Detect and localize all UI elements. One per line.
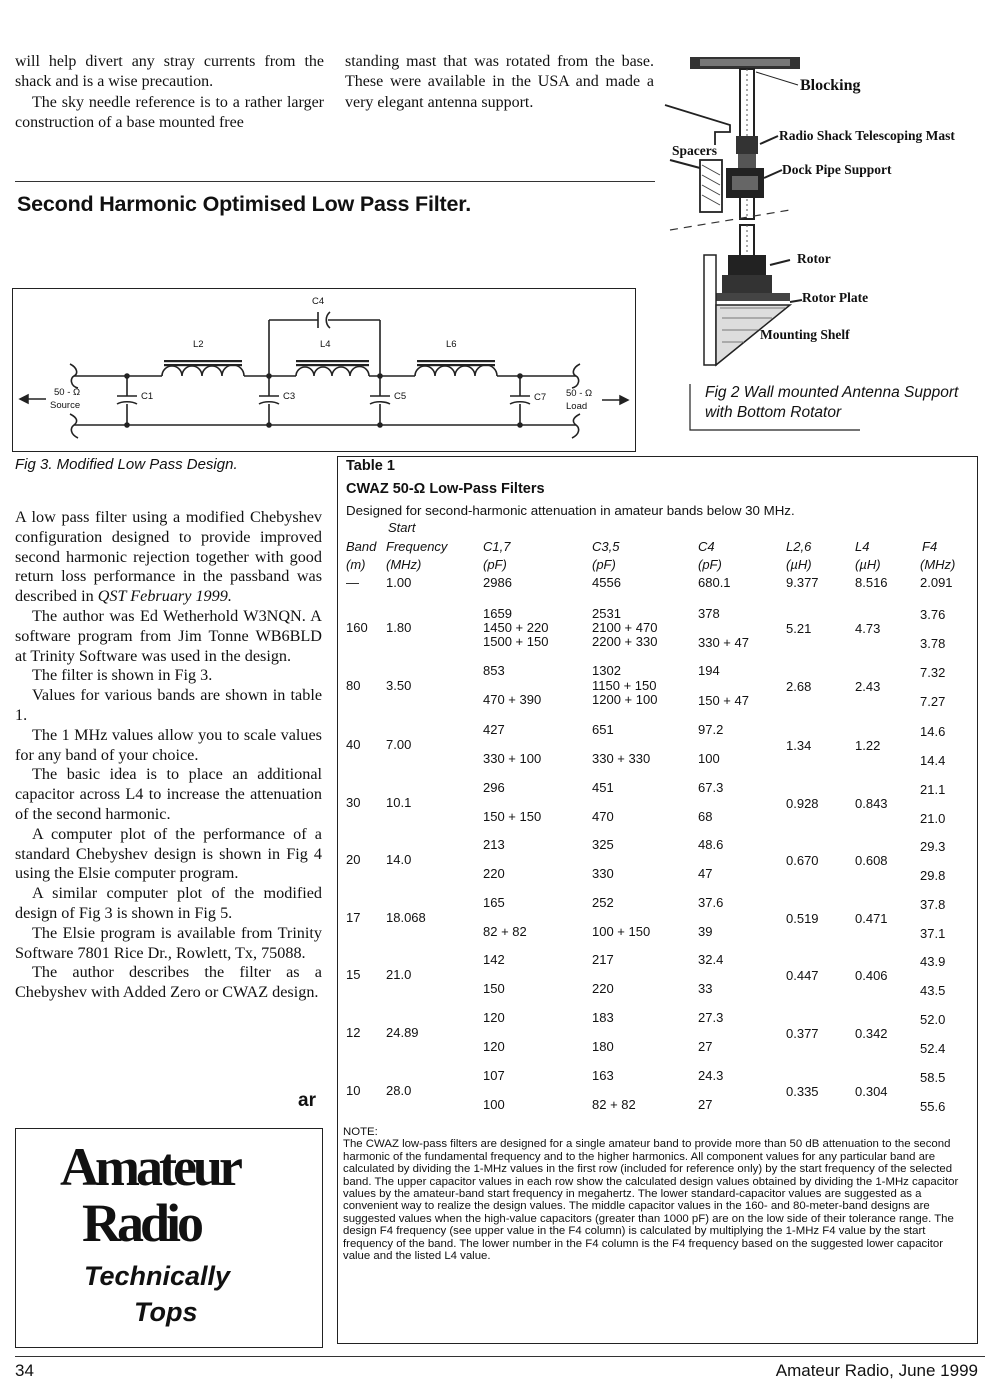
header-freq-unit: (MHz) bbox=[386, 557, 422, 572]
c35-cell-design: 183 bbox=[592, 1010, 614, 1025]
c17-cell-design: 427 bbox=[483, 722, 505, 737]
ref-l4: 8.516 bbox=[855, 575, 888, 590]
paragraph: The author describes the filter as a Chebyshev with Added Zero or CWAZ design. bbox=[15, 963, 322, 1002]
c35-160-a: 2531 bbox=[592, 606, 621, 621]
c17-160-b: 1450 + 220 bbox=[483, 620, 549, 635]
paragraph: The sky needle reference is to a rather larger construction of a base mounted free bbox=[15, 93, 324, 131]
f4-cell-suggested: 37.1 bbox=[920, 926, 946, 941]
header-f4-unit: (MHz) bbox=[920, 557, 956, 572]
header-band-unit: (m) bbox=[346, 557, 366, 572]
paragraph: The filter is shown in Fig 3. bbox=[32, 666, 213, 685]
end-mark: ar bbox=[298, 1090, 316, 1111]
l26-cell: 0.335 bbox=[786, 1084, 819, 1099]
paragraph bbox=[15, 508, 322, 607]
paragraph: The basic idea is to place an additional capacitor across L4 to increase the attenuation of the second harmonic. bbox=[15, 765, 322, 823]
sch-label-c7: C7 bbox=[534, 392, 547, 403]
l26-80: 2.68 bbox=[786, 679, 812, 694]
ad-logo-amateur: Amateur bbox=[60, 1137, 239, 1197]
f4-cell-suggested: 21.0 bbox=[920, 811, 946, 826]
c35-cell-standard: 180 bbox=[592, 1039, 614, 1054]
band-cell: 17 bbox=[346, 910, 361, 925]
f4-cell-suggested: 55.6 bbox=[920, 1099, 946, 1114]
fig2-caption-line: Fig 2 Wall mounted Antenna Support bbox=[705, 384, 959, 401]
c4-cell-design: 97.2 bbox=[698, 722, 724, 737]
c4-cell-design: 67.3 bbox=[698, 780, 724, 795]
header-c4: C4 bbox=[698, 539, 715, 554]
sch-label-c1: C1 bbox=[141, 391, 154, 402]
f4-cell-design: 21.1 bbox=[920, 782, 946, 797]
ref-l26: 9.377 bbox=[786, 575, 819, 590]
header-c17: C1,7 bbox=[483, 539, 511, 554]
f4-cell-design: 43.9 bbox=[920, 954, 946, 969]
l26-cell: 1.34 bbox=[786, 738, 812, 753]
footer-rule bbox=[15, 1356, 985, 1357]
band-160: 160 bbox=[346, 620, 368, 635]
l4-cell: 0.406 bbox=[855, 968, 888, 983]
band-cell: 20 bbox=[346, 852, 361, 867]
wall-upper bbox=[665, 105, 730, 145]
paragraph: The author was Ed Wetherhold W3NQN. A software program from Jim Tonne WB6BLD at Trinity Software was used in the design. bbox=[15, 606, 322, 665]
article-title: Second Harmonic Optimised Low Pass Filter. bbox=[17, 192, 471, 216]
sch-label-c5: C5 bbox=[394, 391, 407, 402]
freq-cell: 21.0 bbox=[386, 967, 412, 982]
c17-cell-design: 165 bbox=[483, 895, 505, 910]
header-l4-unit: (µH) bbox=[855, 557, 881, 572]
f4-cell-design: 37.8 bbox=[920, 897, 946, 912]
c35-cell-design: 163 bbox=[592, 1068, 614, 1083]
paragraph-text: A low pass filter using a modified Chebyshev configuration designed to provide improved second harmonic rejection together with good return loss performance in the passband was described in bbox=[15, 508, 322, 606]
table1-title: Table 1 bbox=[346, 458, 395, 474]
band-cell: 12 bbox=[346, 1025, 361, 1040]
fig2-caption-line: with Bottom Rotator bbox=[705, 403, 842, 421]
c35-cell-standard: 330 bbox=[592, 866, 614, 881]
citation: QST February 1999. bbox=[97, 587, 232, 606]
l4-cell: 0.843 bbox=[855, 796, 888, 811]
c4-80-b: 150 + 47 bbox=[698, 693, 749, 708]
l4-cell: 0.471 bbox=[855, 911, 888, 926]
sch-label-c4: C4 bbox=[312, 296, 325, 307]
freq-cell: 24.89 bbox=[386, 1025, 419, 1040]
top-left-column bbox=[15, 52, 324, 133]
l4-cell: 0.342 bbox=[855, 1026, 888, 1041]
f4-cell-design: 52.0 bbox=[920, 1012, 946, 1027]
f4-160-b: 3.78 bbox=[920, 636, 946, 651]
ad-tagline-2: Tops bbox=[134, 1297, 198, 1327]
c4-cell-design: 27.3 bbox=[698, 1010, 724, 1025]
band-cell: 15 bbox=[346, 967, 361, 982]
c17-cell-standard: 330 + 100 bbox=[483, 751, 542, 766]
sch-label-l2: L2 bbox=[193, 339, 204, 350]
c35-cell-standard: 470 bbox=[592, 809, 614, 824]
load-label: Load bbox=[566, 401, 588, 412]
f4-80-a: 7.32 bbox=[920, 665, 946, 680]
top-middle-column bbox=[345, 52, 654, 113]
freq-cell: 7.00 bbox=[386, 737, 412, 752]
header-c17-unit: (pF) bbox=[483, 557, 507, 572]
f4-80-b: 7.27 bbox=[920, 694, 946, 709]
c17-cell-design: 296 bbox=[483, 780, 505, 795]
c17-cell-design: 213 bbox=[483, 837, 505, 852]
band-80: 80 bbox=[346, 678, 361, 693]
c17-cell-standard: 100 bbox=[483, 1097, 505, 1112]
header-c35: C3,5 bbox=[592, 539, 620, 554]
header-l26-unit: (µH) bbox=[786, 557, 812, 572]
c35-80-c: 1200 + 100 bbox=[592, 692, 658, 707]
header-f4: F4 bbox=[922, 539, 938, 554]
l4-cell: 1.22 bbox=[855, 738, 881, 753]
source-impedance: 50 - Ω bbox=[54, 387, 81, 398]
header-band: Band bbox=[346, 539, 377, 554]
paragraph: standing mast that was rotated from the base. These were available in the USA and made a very elegant antenna support. bbox=[345, 53, 654, 111]
l4-cell: 0.304 bbox=[855, 1084, 888, 1099]
header-start: Start bbox=[388, 520, 416, 535]
f4-cell-design: 58.5 bbox=[920, 1070, 946, 1085]
sch-label-c3: C3 bbox=[283, 391, 296, 402]
header-l26: L2,6 bbox=[786, 539, 812, 554]
c4-cell-standard: 39 bbox=[698, 924, 713, 939]
paragraph: The 1 MHz values allow you to scale values for any band of your choice. bbox=[15, 725, 322, 764]
label-rotor: Rotor bbox=[797, 251, 831, 266]
f4-cell-design: 29.3 bbox=[920, 839, 946, 854]
label-spacers: Spacers bbox=[672, 143, 717, 158]
c4-cell-design: 24.3 bbox=[698, 1068, 724, 1083]
sch-label-l6: L6 bbox=[446, 339, 457, 350]
c4-160-b: 330 + 47 bbox=[698, 635, 749, 650]
ad-tagline-1: Technically bbox=[84, 1261, 231, 1291]
freq-cell: 28.0 bbox=[386, 1083, 412, 1098]
c4-160-a: 378 bbox=[698, 606, 720, 621]
rotor-plate bbox=[710, 293, 790, 301]
c35-cell-design: 325 bbox=[592, 837, 614, 852]
freq-cell: 14.0 bbox=[386, 852, 412, 867]
c4-cell-design: 48.6 bbox=[698, 837, 724, 852]
c17-cell-design: 120 bbox=[483, 1010, 505, 1025]
c17-cell-design: 107 bbox=[483, 1068, 505, 1083]
wall-lower bbox=[704, 255, 716, 365]
fig2-caption bbox=[705, 383, 958, 422]
freq-80: 3.50 bbox=[386, 678, 412, 693]
label-dock-pipe: Dock Pipe Support bbox=[782, 162, 892, 177]
header-c4-unit: (pF) bbox=[698, 557, 722, 572]
c4-cell-design: 37.6 bbox=[698, 895, 724, 910]
c35-160-c: 2200 + 330 bbox=[592, 634, 658, 649]
c17-160-c: 1500 + 150 bbox=[483, 634, 549, 649]
l26-160: 5.21 bbox=[786, 621, 812, 636]
c35-80-b: 1150 + 150 bbox=[592, 678, 657, 693]
ad-box bbox=[15, 1128, 323, 1348]
c35-cell-standard: 330 + 330 bbox=[592, 751, 651, 766]
publication-footer: Amateur Radio, June 1999 bbox=[775, 1361, 978, 1380]
label-rotor-plate: Rotor Plate bbox=[802, 290, 869, 305]
c17-80-a: 853 bbox=[483, 663, 505, 678]
header-l4: L4 bbox=[855, 539, 870, 554]
header-frequency: Frequency bbox=[386, 539, 448, 554]
c35-cell-standard: 100 + 150 bbox=[592, 924, 651, 939]
paragraph: A similar computer plot of the modified design of Fig 3 is shown in Fig 5. bbox=[15, 884, 322, 922]
note-label: NOTE: bbox=[343, 1126, 378, 1138]
note-text: The CWAZ low-pass filters are designed for a single amateur band to provide more than 50 dB attenuation to the second harmonic of the fundamental frequency and to the higher harmonics. All component values for any particular band are calculated by dividing the 1-MHz values in the first row (included for reference only) by the start frequency of the selected band. The upper capacitor values in each row show the calculated design values obtained by dividing the 1-MHz capacitor values by the amateur-band start frequency in megahertz. The lower standard-capacitor values are suggested as a convenient way to realize the design values. The middle capacitor values in the 160- and 80-meter-band designs are suggested values when the high-value capacitors (greater than 1000 pF) are on the low side of their tolerance range. The design F4 frequency (see upper value in the F4 column) is calculated by multiplying the 1-MHz F4 value by the start frequency of the band. The lower number in the F4 column is the F4 frequency based on the suggested lower capacitor value and the listed L4 value. bbox=[343, 1138, 959, 1263]
c17-cell-standard: 150 + 150 bbox=[483, 809, 542, 824]
c35-cell-standard: 220 bbox=[592, 981, 614, 996]
c4-cell-standard: 47 bbox=[698, 866, 713, 881]
ref-c4: 680.1 bbox=[698, 575, 731, 590]
header-c35-unit: (pF) bbox=[592, 557, 616, 572]
ad-logo-radio: Radio bbox=[82, 1193, 201, 1253]
c4-cell-standard: 100 bbox=[698, 751, 720, 766]
l26-cell: 0.519 bbox=[786, 911, 819, 926]
table1-subtitle: CWAZ 50-Ω Low-Pass Filters bbox=[346, 481, 545, 497]
label-blocking: Blocking bbox=[800, 77, 861, 94]
c4-cell-standard: 27 bbox=[698, 1097, 713, 1112]
l4-160: 4.73 bbox=[855, 621, 881, 636]
paragraph: A computer plot of the performance of a standard Chebyshev design is shown in Fig 4 using the Elsie computer program. bbox=[15, 824, 322, 883]
c4-cell-standard: 68 bbox=[698, 809, 713, 824]
c17-80-b: 470 + 390 bbox=[483, 692, 542, 707]
c35-cell-standard: 82 + 82 bbox=[592, 1097, 636, 1112]
f4-cell-design: 14.6 bbox=[920, 724, 946, 739]
c35-cell-design: 252 bbox=[592, 895, 614, 910]
fig3-schematic bbox=[12, 288, 636, 452]
freq-cell: 10.1 bbox=[386, 795, 412, 810]
c35-cell-design: 451 bbox=[592, 780, 614, 795]
l4-cell: 0.608 bbox=[855, 853, 888, 868]
c35-cell-design: 217 bbox=[592, 952, 614, 967]
c4-cell-standard: 33 bbox=[698, 981, 713, 996]
table1-note bbox=[343, 1126, 963, 1262]
source-label: Source bbox=[50, 400, 81, 411]
c4-cell-design: 32.4 bbox=[698, 952, 724, 967]
fig3-caption: Fig 3. Modified Low Pass Design. bbox=[15, 456, 238, 473]
band-cell: 30 bbox=[346, 795, 361, 810]
freq-160: 1.80 bbox=[386, 620, 412, 635]
l26-cell: 0.377 bbox=[786, 1026, 819, 1041]
ref-c17: 2986 bbox=[483, 575, 512, 590]
c4-cell-standard: 27 bbox=[698, 1039, 713, 1054]
article-body bbox=[15, 508, 322, 1003]
c17-cell-standard: 82 + 82 bbox=[483, 924, 527, 939]
ref-band: — bbox=[346, 575, 359, 590]
label-mounting-shelf: Mounting Shelf bbox=[760, 327, 850, 342]
l4-80: 2.43 bbox=[855, 679, 881, 694]
sch-label-l4: L4 bbox=[320, 339, 331, 350]
f4-cell-suggested: 14.4 bbox=[920, 753, 946, 768]
label-mast: Radio Shack Telescoping Mast bbox=[779, 128, 955, 143]
band-cell: 10 bbox=[346, 1083, 361, 1098]
paragraph: Values for various bands are shown in table 1. bbox=[15, 686, 322, 724]
freq-cell: 18.068 bbox=[386, 910, 426, 925]
ref-f4: 2.091 bbox=[920, 575, 953, 590]
ref-freq: 1.00 bbox=[386, 575, 412, 590]
l26-cell: 0.670 bbox=[786, 853, 819, 868]
f4-cell-suggested: 29.8 bbox=[920, 868, 946, 883]
f4-cell-suggested: 43.5 bbox=[920, 983, 946, 998]
c17-cell-standard: 150 bbox=[483, 981, 505, 996]
f4-160-a: 3.76 bbox=[920, 607, 946, 622]
c17-cell-design: 142 bbox=[483, 952, 505, 967]
f4-cell-suggested: 52.4 bbox=[920, 1041, 946, 1056]
paragraph: will help divert any stray currents from the shack and is a wise precaution. bbox=[15, 53, 324, 91]
section-divider bbox=[15, 181, 655, 182]
page-number: 34 bbox=[15, 1361, 34, 1380]
load-impedance: 50 - Ω bbox=[566, 388, 593, 399]
band-cell: 40 bbox=[346, 737, 361, 752]
l26-cell: 0.928 bbox=[786, 796, 819, 811]
c35-160-b: 2100 + 470 bbox=[592, 620, 658, 635]
c17-cell-standard: 220 bbox=[483, 866, 505, 881]
ref-c35: 4556 bbox=[592, 575, 621, 590]
c4-80-a: 194 bbox=[698, 663, 720, 678]
l26-cell: 0.447 bbox=[786, 968, 819, 983]
c17-160-a: 1659 bbox=[483, 606, 512, 621]
table1-description: Designed for second-harmonic attenuation in amateur bands below 30 MHz. bbox=[346, 503, 795, 518]
c35-80-a: 1302 bbox=[592, 663, 621, 678]
c17-cell-standard: 120 bbox=[483, 1039, 505, 1054]
paragraph: The Elsie program is available from Trinity Software 7801 Rice Dr., Rowlett, Tx, 75088. bbox=[15, 923, 322, 962]
c35-cell-design: 651 bbox=[592, 722, 614, 737]
fig2-antenna-diagram bbox=[660, 50, 995, 435]
